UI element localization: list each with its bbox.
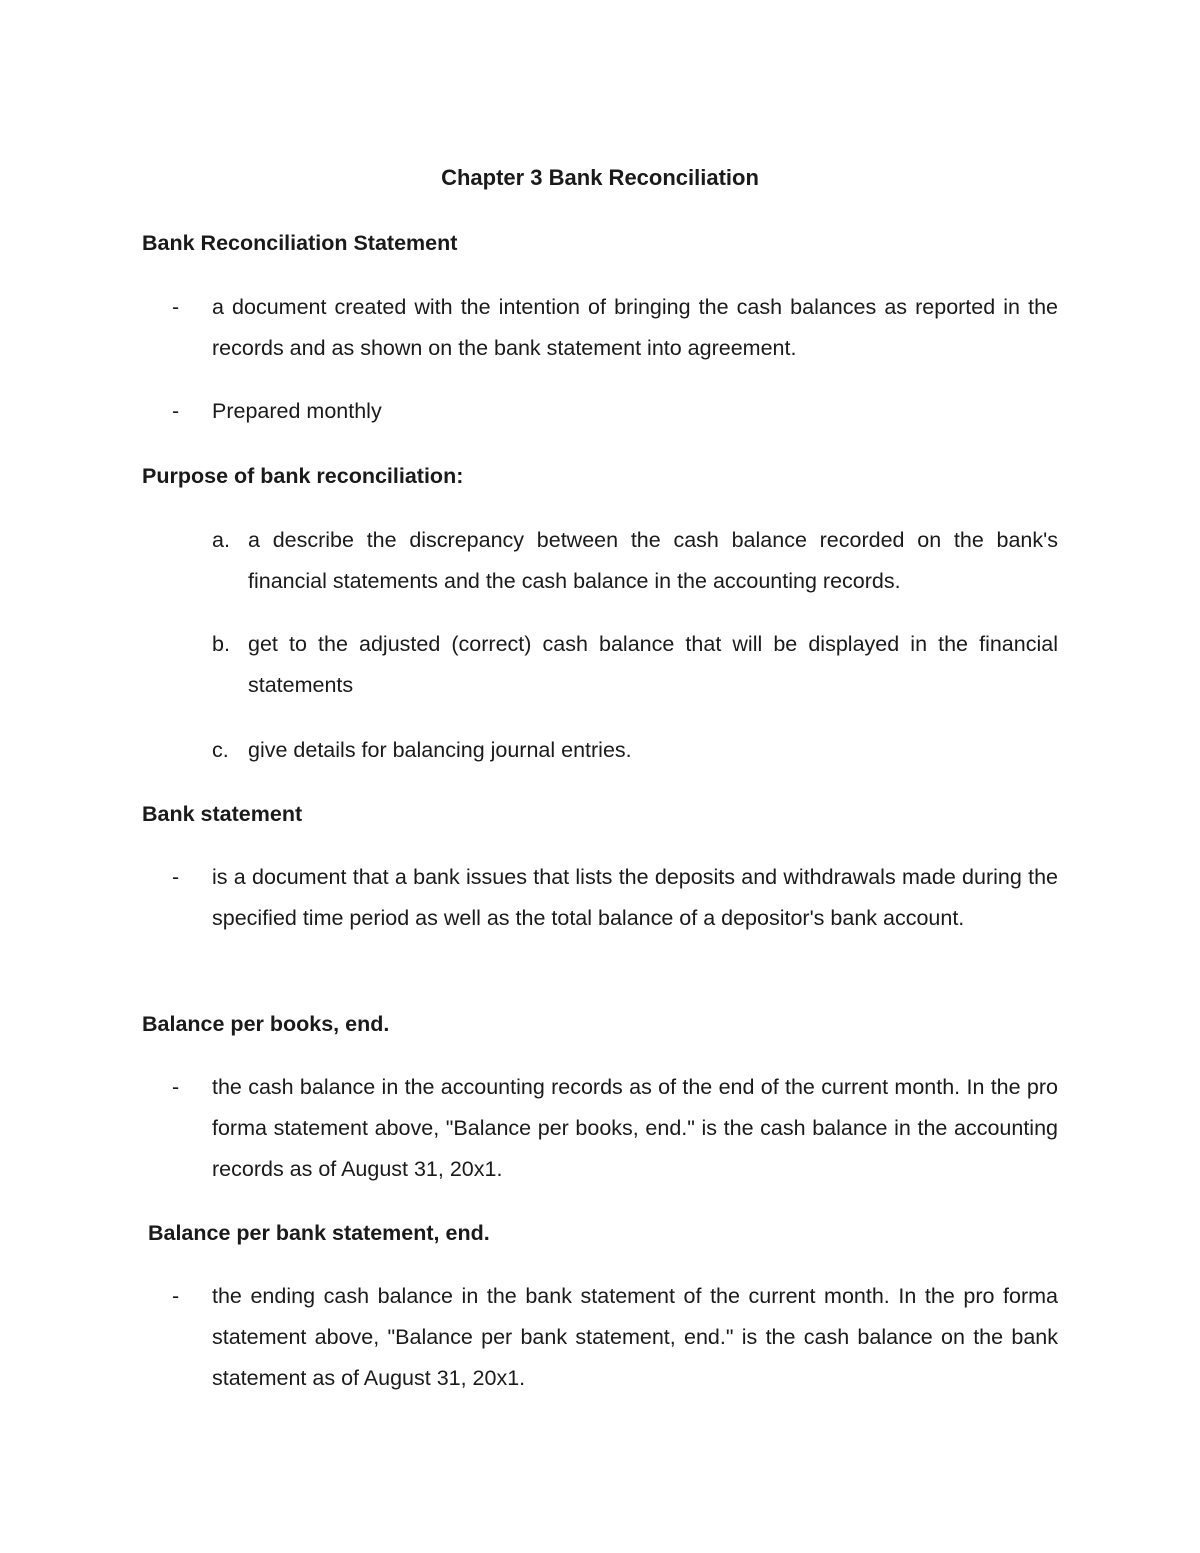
dash-bullet: - (172, 399, 180, 423)
section-heading: Bank Reconciliation Statement (142, 231, 458, 255)
section-heading: Balance per books, end. (142, 1012, 390, 1036)
list-item (142, 1067, 1058, 1190)
list-item (142, 857, 1058, 939)
list-item-text: get to the adjusted (correct) cash balance that will be displayed in the financial statements (248, 632, 1058, 697)
section-heading: Purpose of bank reconciliation: (142, 464, 464, 488)
list-item (142, 624, 1058, 706)
list-item-text: the ending cash balance in the bank statement of the current month. In the pro forma statement above, "Balance per bank statement, end." is the cash balance on the bank statement as of August 31, 20x1. (212, 1284, 1058, 1390)
list-item-text: the cash balance in the accounting records as of the end of the current month. In the pro forma statement above, "Balance per books, end." is the cash balance in the accounting records as of August 31, 20x1. (212, 1075, 1058, 1181)
list-item-text: a describe the discrepancy between the cash balance recorded on the bank's financial statements and the cash balance in the accounting records. (248, 528, 1058, 593)
dash-bullet: - (172, 865, 180, 889)
dash-bullet: - (172, 1075, 180, 1099)
list-letter: a. (212, 528, 230, 552)
list-item (142, 287, 1058, 369)
page-title: Chapter 3 Bank Reconciliation (441, 165, 759, 190)
list-letter: b. (212, 632, 230, 656)
section-heading: Balance per bank statement, end. (142, 1221, 490, 1245)
list-item-text: is a document that a bank issues that lists the deposits and withdrawals made during the specified time period as well as the total balance of a depositor's bank account. (212, 865, 1058, 930)
dash-bullet: - (172, 1284, 180, 1308)
section-heading: Bank statement (142, 802, 303, 826)
list-item-text: Prepared monthly (212, 399, 382, 423)
list-item (142, 391, 1058, 432)
list-item-text: a document created with the intention of bringing the cash balances as reported in the records and as shown on the bank statement into agreement. (212, 295, 1058, 360)
list-item (142, 1276, 1058, 1399)
list-letter: c. (212, 738, 229, 762)
dash-bullet: - (172, 295, 180, 319)
list-item (142, 520, 1058, 602)
list-item (142, 730, 1058, 771)
list-item-text: give details for balancing journal entries. (248, 738, 632, 762)
